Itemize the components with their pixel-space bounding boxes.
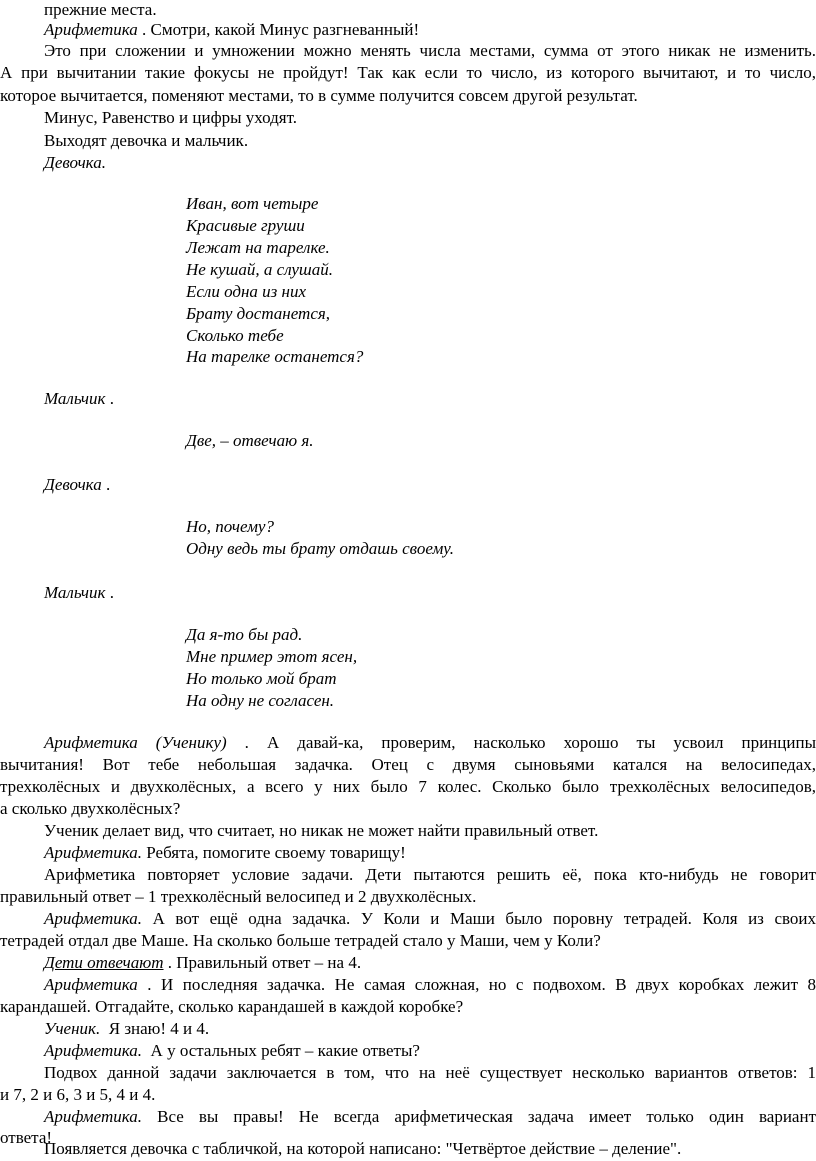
paragraph-line: тетрадей отдал две Маше. На сколько больше тетрадей стало у Маши, чем у Коли? xyxy=(0,931,601,950)
speaker-name: Арифметика. xyxy=(44,1041,143,1060)
verse-line: Красивые груши xyxy=(186,216,305,235)
verse-line: Брату достанется, xyxy=(186,304,331,323)
verse-line: На тарелке останется? xyxy=(186,347,364,366)
paragraph-line: которое вычитается, поменяют местами, то в сумме получится совсем другой результат. xyxy=(0,86,638,105)
verse-line: Сколько тебе xyxy=(186,326,284,345)
paragraph-speaker-line xyxy=(44,909,816,929)
paragraph-speaker-line xyxy=(44,1019,209,1039)
verse-line: Да я-то бы рад. xyxy=(186,625,303,644)
speaker-text: . Правильный ответ – на 4. xyxy=(163,953,362,972)
speaker-text: Ребята, помогите своему товарищу! xyxy=(142,843,406,862)
paragraph-speaker-line xyxy=(44,843,406,863)
verse-line: Но только мой брат xyxy=(186,669,337,688)
paragraph-line: прежние места. xyxy=(44,0,157,19)
paragraph-line: Выходят девочка и мальчик. xyxy=(44,131,249,150)
paragraph-speaker-line xyxy=(44,953,361,973)
verse-line: Две, – отвечаю я. xyxy=(186,431,314,450)
speaker-dot: . xyxy=(101,475,111,494)
speaker-line xyxy=(44,583,114,603)
paragraph-line: трехколёсных и двухколёсных, а всего у них было 7 колес. Сколько было трехколёсных велосипедов, xyxy=(0,777,816,796)
speaker-dot: . xyxy=(105,583,114,602)
speaker-line xyxy=(44,389,114,409)
speaker-text: . Смотри, какой Минус разгневанный! xyxy=(137,20,420,39)
paragraph-line: Это при сложении и умножении можно менять числа местами, сумма от этого никак не изменить. xyxy=(44,41,816,60)
speaker-text: А вот ещё одна задачка. У Коли и Маши было поровну тетрадей. Коля из своих xyxy=(142,909,816,928)
paragraph-line: а сколько двухколёсных? xyxy=(0,799,181,818)
verse-line: На одну не согласен. xyxy=(186,691,335,710)
paragraph-line: карандашей. Отгадайте, сколько карандашей в каждой коробке? xyxy=(0,997,464,1016)
verse-line: Иван, вот четыре xyxy=(186,194,319,213)
paragraph-speaker-line xyxy=(44,733,816,753)
speaker-name: Ученик. xyxy=(44,1019,101,1038)
speaker-name: Мальчик xyxy=(44,583,106,602)
verse-line: Лежат на тарелке. xyxy=(186,238,330,257)
speaker-name: Арифметика xyxy=(44,975,138,994)
speaker-text: . И последняя задачка. Не самая сложная, но с подвохом. В двух коробках лежит 8 xyxy=(137,975,816,994)
paragraph-speaker-line xyxy=(44,1107,816,1127)
paragraph-line: Подвох данной задачи заключается в том, что на неё существует несколько вариантов ответов: 1 xyxy=(44,1063,816,1082)
verse-line: Не кушай, а слушай. xyxy=(186,260,334,279)
speaker-name: Девочка xyxy=(44,475,102,494)
paragraph-line: ответа! xyxy=(0,1128,53,1147)
paragraph-line: Появляется девочка с табличкой, на которой написано: "Четвёртое действие – деление". xyxy=(44,1139,682,1158)
verse-line: Одну ведь ты брату отдашь своему. xyxy=(186,539,455,558)
speaker-name: Арифметика (Ученику) xyxy=(44,733,227,752)
verse-line: Но, почему? xyxy=(186,517,274,536)
paragraph-line: вычитания! Вот тебе небольшая задачка. Отец с двумя сыновьями катался на велосипедах, xyxy=(0,755,816,774)
speaker-name: Мальчик xyxy=(44,389,106,408)
paragraph-line: Ученик делает вид, что считает, но никак не может найти правильный ответ. xyxy=(44,821,599,840)
paragraph-speaker-line xyxy=(44,1041,420,1061)
speaker-name: Дети отвечают xyxy=(44,953,164,972)
verse-line: Если одна из них xyxy=(186,282,307,301)
speaker-text: Я знаю! 4 и 4. xyxy=(100,1019,210,1038)
speaker-name: Девочка. xyxy=(44,153,106,172)
speaker-text: А у остальных ребят – какие ответы? xyxy=(142,1041,420,1060)
paragraph-line: Минус, Равенство и цифры уходят. xyxy=(44,108,298,127)
paragraph-speaker-line xyxy=(44,20,419,40)
speaker-name: Арифметика. xyxy=(44,909,143,928)
paragraph-line: правильный ответ – 1 трехколёсный велосипед и 2 двухколёсных. xyxy=(0,887,477,906)
speaker-name: Арифметика xyxy=(44,20,138,39)
speaker-text: Все вы правы! Не всегда арифметическая задача имеет только один вариант xyxy=(142,1107,816,1126)
speaker-line xyxy=(44,475,110,495)
paragraph-line: и 7, 2 и 6, 3 и 5, 4 и 4. xyxy=(0,1085,156,1104)
speaker-name: Арифметика. xyxy=(44,843,143,862)
speaker-name: Арифметика. xyxy=(44,1107,143,1126)
verse-line: Мне пример этот ясен, xyxy=(186,647,358,666)
paragraph-speaker-line xyxy=(44,975,816,995)
speaker-text: . А давай-ка, проверим, насколько хорошо ты усвоил принципы xyxy=(226,733,816,752)
speaker-dot: . xyxy=(105,389,114,408)
paragraph-line: Арифметика повторяет условие задачи. Дети пытаются решить её, пока кто-нибудь не говорит xyxy=(44,865,816,884)
paragraph-line: А при вычитании такие фокусы не пройдут! Так как если то число, из которого вычитают, и то число, xyxy=(0,63,816,82)
